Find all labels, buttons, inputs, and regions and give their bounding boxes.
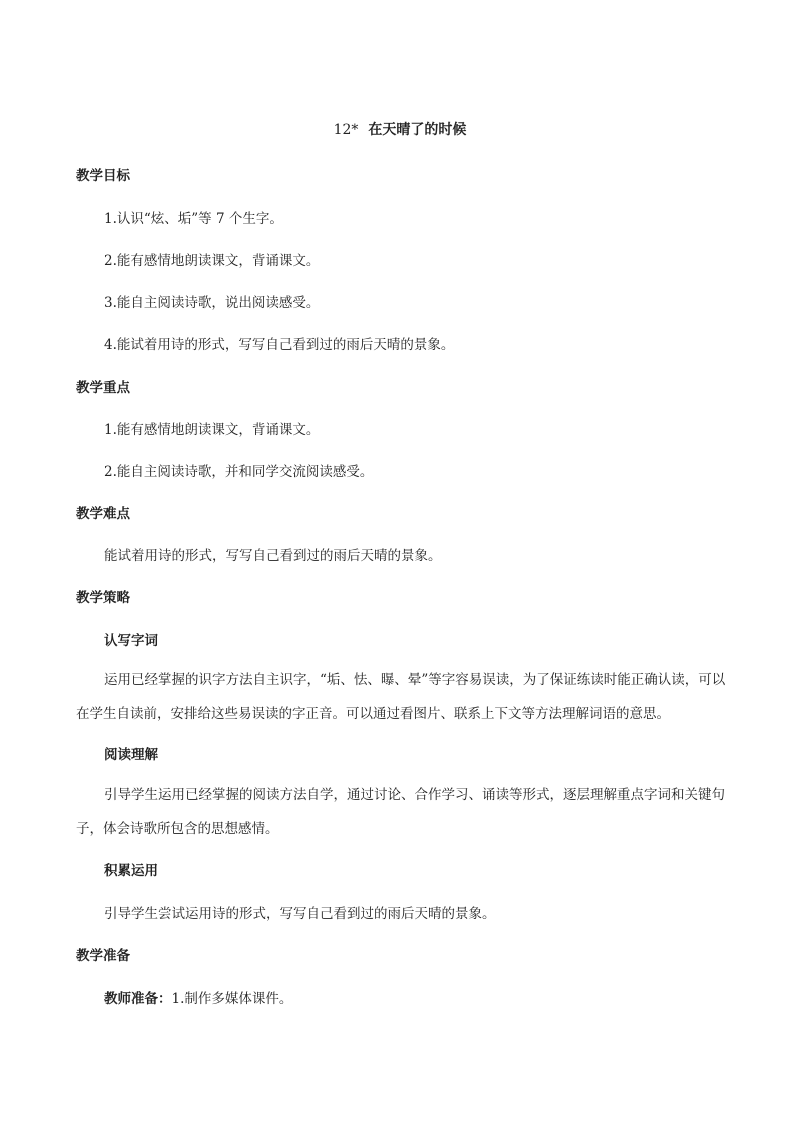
strategy-paragraph-1: 运用已经掌握的识字方法自主识字，“垢、怯、曝、晕”等字容易误读，为了保证练读时能正确认读，可以在学生自读前，安排给这些易误读的字正音。可以通过看图片、联系上下文等方法理解词语的意思。: [76, 672, 726, 722]
objective-item-2: 2.能有感情地朗读课文，背诵课文。: [104, 253, 320, 269]
key-point-item-1: 1.能有感情地朗读课文，背诵课文。: [104, 422, 320, 438]
objective-item-1: 1.认识“炫、垢”等 7 个生字。: [104, 211, 283, 227]
lesson-number: 12*: [333, 122, 359, 138]
strategy-subheading-2: 阅读理解: [104, 747, 158, 763]
objective-item-4: 4.能试着用诗的形式，写写自己看到过的雨后天晴的景象。: [104, 337, 455, 353]
strategy-paragraph-3: 引导学生尝试运用诗的形式，写写自己看到过的雨后天晴的景象。: [104, 906, 496, 922]
objective-item-3: 3.能自主阅读诗歌，说出阅读感受。: [104, 295, 320, 311]
teacher-preparation-text: 1.制作多媒体课件。: [171, 991, 293, 1007]
objectives-heading: 教学目标: [76, 168, 130, 184]
preparation-heading: 教学准备: [76, 948, 130, 964]
key-point-item-2: 2.能自主阅读诗歌，并和同学交流阅读感受。: [104, 464, 374, 480]
difficulties-heading: 教学难点: [76, 506, 130, 522]
teacher-preparation: [104, 987, 292, 1007]
teacher-preparation-label: 教师准备：: [104, 991, 172, 1007]
difficulties-text: 能试着用诗的形式，写写自己看到过的雨后天晴的景象。: [104, 548, 442, 564]
key-points-heading: 教学重点: [76, 380, 130, 396]
strategy-paragraph-2: 引导学生运用已经掌握的阅读方法自学，通过讨论、合作学习、诵读等形式，逐层理解重点字词和关键句子，体会诗歌所包含的思想感情。: [76, 787, 725, 837]
strategies-heading: 教学策略: [76, 590, 130, 606]
strategy-subheading-3: 积累运用: [104, 863, 158, 879]
strategy-subheading-1: 认写字词: [104, 633, 158, 649]
lesson-title: [0, 119, 800, 139]
lesson-title-text: 在天晴了的时候: [368, 122, 467, 138]
